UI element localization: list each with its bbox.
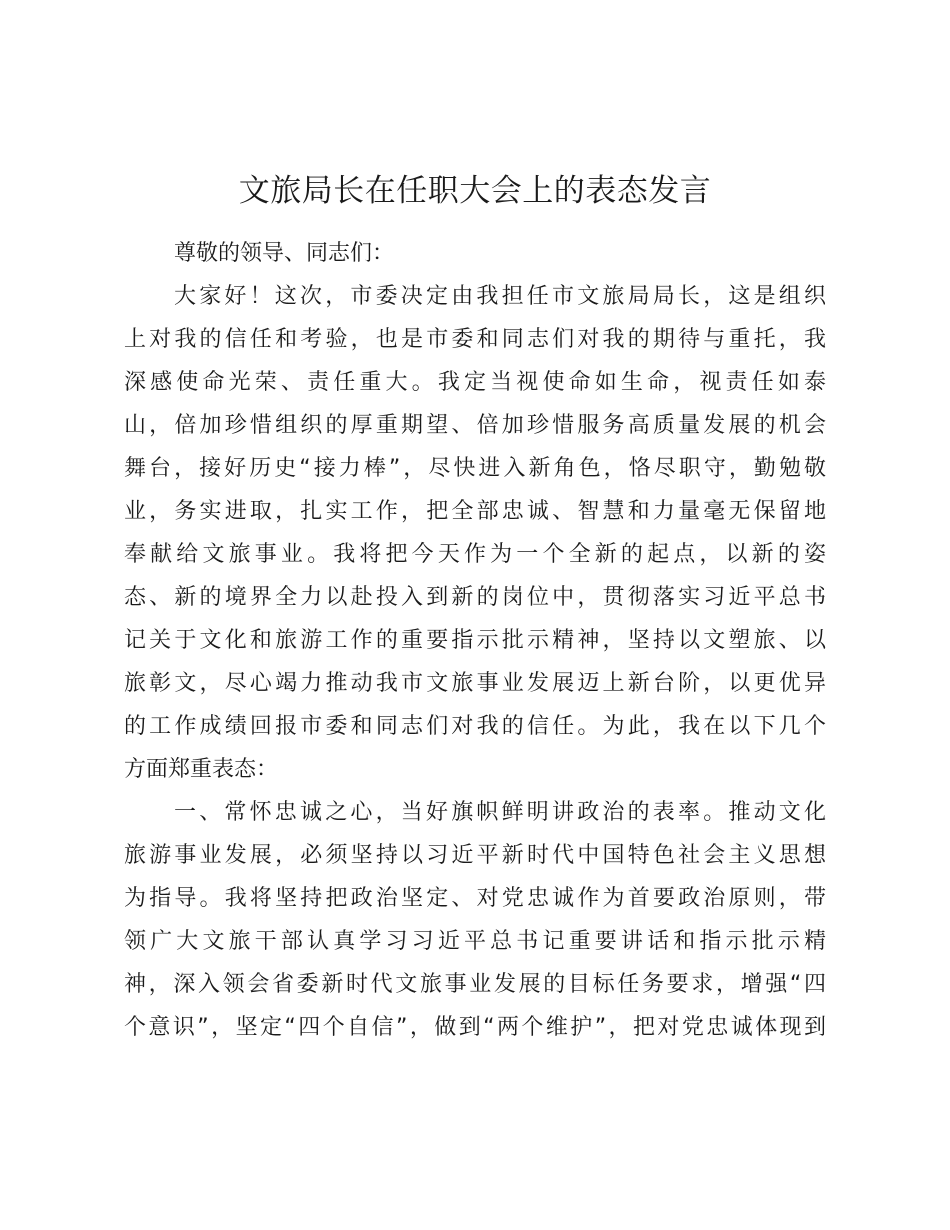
- body-line: 大家好！这次，市委决定由我担任市文旅局局长，这是组织: [174, 284, 826, 309]
- body-line: 领广大文旅干部认真学习习近平总书记重要讲话和指示批示精: [124, 929, 826, 954]
- body-line: 方面郑重表态：: [124, 757, 279, 782]
- body-line: 山，倍加珍惜组织的厚重期望、倍加珍惜服务高质量发展的机会: [124, 413, 826, 438]
- body-line: 为指导。我将坚持把政治坚定、对党忠诚作为首要政治原则，带: [124, 886, 826, 911]
- body-line: 旅游事业发展，必须坚持以习近平新时代中国特色社会主义思想: [124, 843, 826, 868]
- document-title: 文旅局长在任职大会上的表态发言: [238, 173, 712, 209]
- body-line: 奉献给文旅事业。我将把今天作为一个全新的起点，以新的姿: [124, 542, 826, 567]
- salutation-line: 尊敬的领导、同志们：: [174, 241, 395, 266]
- body-line: 旅彰文，尽心竭力推动我市文旅事业发展迈上新台阶，以更优异: [124, 671, 826, 696]
- body-line: 业，务实进取，扎实工作，把全部忠诚、智慧和力量毫无保留地: [124, 499, 826, 524]
- body-line: 态、新的境界全力以赴投入到新的岗位中，贯彻落实习近平总书: [124, 585, 826, 610]
- body-line: 深感使命光荣、责任重大。我定当视使命如生命，视责任如泰: [124, 370, 826, 395]
- body-line: 个意识”，坚定“四个自信”，做到“两个维护”，把对党忠诚体现到: [124, 1015, 826, 1040]
- body-line: 神，深入领会省委新时代文旅事业发展的目标任务要求，增强“四: [124, 972, 826, 997]
- document-body: [124, 232, 826, 1049]
- section-heading-line: 一、常怀忠诚之心，当好旗帜鲜明讲政治的表率。推动文化: [174, 800, 826, 825]
- body-line: 上对我的信任和考验，也是市委和同志们对我的期待与重托，我: [124, 327, 826, 352]
- body-line: 舞台，接好历史“接力棒”，尽快进入新角色，恪尽职守，勤勉敬: [124, 456, 826, 481]
- body-line: 记关于文化和旅游工作的重要指示批示精神，坚持以文塑旅、以: [124, 628, 826, 653]
- body-line: 的工作成绩回报市委和同志们对我的信任。为此，我在以下几个: [124, 714, 826, 739]
